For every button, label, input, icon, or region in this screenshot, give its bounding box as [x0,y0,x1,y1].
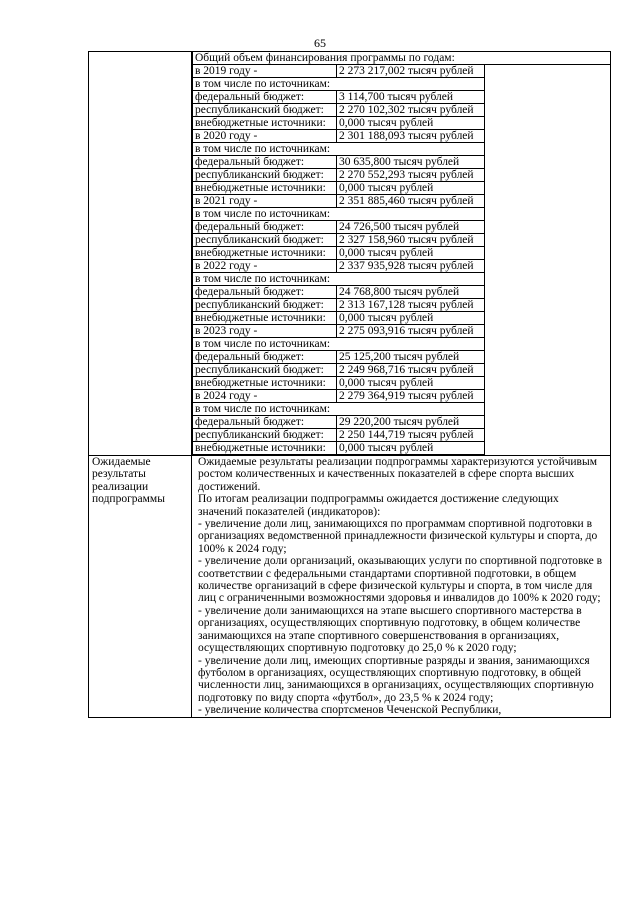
source-label: республиканский бюджет: [193,364,337,377]
source-label: внебюджетные источники: [193,117,337,130]
sources-intro-row [193,273,611,286]
source-row [193,429,611,442]
blank-cell [485,338,611,351]
sources-intro: в том числе по источникам: [193,208,485,221]
source-value: 24 726,500 тысяч рублей [337,221,485,234]
source-label: внебюджетные источники: [193,442,337,455]
source-row [193,364,611,377]
source-row [193,117,611,130]
source-row [193,312,611,325]
blank-cell [485,182,611,195]
blank-cell [485,442,611,455]
source-label: внебюджетные источники: [193,247,337,260]
blank-cell [485,208,611,221]
financing-table [192,52,610,455]
year-total-row [193,130,611,143]
source-value: 0,000 тысяч рублей [337,247,485,260]
blank-cell [485,195,611,208]
blank-cell [485,286,611,299]
results-row [89,456,611,718]
source-value: 2 313 167,128 тысяч рублей [337,299,485,312]
blank-cell [485,143,611,156]
page-number: 65 [314,36,326,50]
year-label: в 2023 году - [193,325,337,338]
blank-cell [485,351,611,364]
year-label: в 2022 году - [193,260,337,273]
source-value: 2 249 968,716 тысяч рублей [337,364,485,377]
source-row [193,377,611,390]
source-value: 2 327 158,960 тысяч рублей [337,234,485,247]
source-label: федеральный бюджет: [193,416,337,429]
year-label: в 2024 году - [193,390,337,403]
source-value: 30 635,800 тысяч рублей [337,156,485,169]
year-label: в 2021 году - [193,195,337,208]
source-label: республиканский бюджет: [193,169,337,182]
blank-cell [485,390,611,403]
financing-label-cell [89,52,192,456]
results-text [192,456,611,718]
results-paragraph: По итогам реализации подпрограммы ожидается достижение следующих значений показателей (индикаторов): [198,493,559,518]
source-value: 3 114,700 тысяч рублей [337,91,485,104]
blank-cell [485,377,611,390]
year-label: в 2020 году - [193,130,337,143]
source-value: 0,000 тысяч рублей [337,182,485,195]
sources-intro: в том числе по источникам: [193,143,485,156]
blank-cell [485,260,611,273]
sources-intro: в том числе по источникам: [193,273,485,286]
blank-cell [485,221,611,234]
blank-cell [485,91,611,104]
blank-cell [485,169,611,182]
sources-intro-row [193,143,611,156]
blank-cell [485,247,611,260]
blank-cell [485,65,611,78]
results-paragraph: Ожидаемые результаты реализации подпрограммы характеризуются устойчивым ростом количественных и качественных показателей в сфере спорта высших достижений. [198,456,597,493]
year-total-value: 2 279 364,919 тысяч рублей [337,390,485,403]
source-label: республиканский бюджет: [193,299,337,312]
source-label: федеральный бюджет: [193,351,337,364]
results-paragraph: - увеличение количества спортсменов Чеченской Республики, [198,704,502,717]
source-row [193,442,611,455]
year-total-row [193,325,611,338]
blank-cell [485,104,611,117]
source-label: республиканский бюджет: [193,234,337,247]
source-row [193,351,611,364]
year-total-row [193,65,611,78]
blank-cell [485,156,611,169]
source-label: республиканский бюджет: [193,104,337,117]
source-row [193,182,611,195]
source-row [193,299,611,312]
financing-row [89,52,611,456]
source-row [193,416,611,429]
results-paragraph: - увеличение доли лиц, занимающихся по программам спортивной подготовки в организациях ведомственной принадлежности физической культуры и спорта, до 100% к 2024 году; [198,518,598,555]
source-row [193,221,611,234]
blank-cell [485,364,611,377]
source-label: внебюджетные источники: [193,312,337,325]
sources-intro-row [193,403,611,416]
year-total-value: 2 337 935,928 тысяч рублей [337,260,485,273]
source-label: внебюджетные источники: [193,377,337,390]
results-paragraph: - увеличение доли организаций, оказывающих услуги по спортивной подготовке в соответствии с федеральными стандартами спортивной подготовки, в общем количестве организаций в сфере физической культуры и спорта, в том числе для лиц с ограниченными возможностями здоровья и инвалидов до 100% к 2020 году; [198,555,603,605]
year-total-value: 2 273 217,002 тысяч рублей [337,65,485,78]
source-row [193,234,611,247]
year-total-row [193,390,611,403]
source-row [193,247,611,260]
blank-cell [485,403,611,416]
sources-intro-row [193,208,611,221]
source-value: 24 768,800 тысяч рублей [337,286,485,299]
results-label: Ожидаемые результаты реализации подпрограммы [89,456,192,718]
sources-intro: в том числе по источникам: [193,338,485,351]
year-label: в 2019 году - [193,65,337,78]
source-row [193,104,611,117]
blank-cell [485,325,611,338]
results-paragraph: - увеличение доли лиц, имеющих спортивные разряды и звания, занимающихся футболом в организациях, осуществляющих спортивную подготовку, в общей численности лиц, занимающихся в организациях, осуществляющих спортивную подготовку по виду спорта «футбол», до 23,5 % к 2024 году; [198,654,594,704]
year-total-value: 2 301 188,093 тысяч рублей [337,130,485,143]
source-value: 29 220,200 тысяч рублей [337,416,485,429]
financing-cell [192,52,611,456]
year-total-value: 2 351 885,460 тысяч рублей [337,195,485,208]
source-label: федеральный бюджет: [193,221,337,234]
source-value: 2 270 102,302 тысяч рублей [337,104,485,117]
blank-cell [485,117,611,130]
year-total-value: 2 275 093,916 тысяч рублей [337,325,485,338]
blank-cell [485,273,611,286]
passport-table [88,51,611,718]
source-value: 0,000 тысяч рублей [337,377,485,390]
source-row [193,156,611,169]
source-row [193,91,611,104]
source-label: внебюджетные источники: [193,182,337,195]
year-total-row [193,260,611,273]
blank-cell [485,416,611,429]
year-total-row [193,195,611,208]
sources-intro: в том числе по источникам: [193,403,485,416]
blank-cell [485,312,611,325]
blank-cell [485,299,611,312]
source-row [193,169,611,182]
sources-intro-row [193,338,611,351]
source-label: федеральный бюджет: [193,286,337,299]
sources-intro: в том числе по источникам: [193,78,485,91]
source-label: федеральный бюджет: [193,156,337,169]
source-value: 25 125,200 тысяч рублей [337,351,485,364]
source-label: федеральный бюджет: [193,91,337,104]
source-value: 0,000 тысяч рублей [337,442,485,455]
source-value: 2 250 144,719 тысяч рублей [337,429,485,442]
blank-cell [485,130,611,143]
blank-cell [485,78,611,91]
source-value: 2 270 552,293 тысяч рублей [337,169,485,182]
blank-cell [485,234,611,247]
financing-heading-row [193,52,611,65]
results-paragraph: - увеличение доли занимающихся на этапе высшего спортивного мастерства в организациях, осуществляющих спортивную подготовку, в общем количестве занимающихся на этапе спортивного совершенствования в организациях, осуществляющих спортивную подготовку до 25,0 % к 2020 году; [198,604,582,655]
source-label: республиканский бюджет: [193,429,337,442]
source-value: 0,000 тысяч рублей [337,312,485,325]
source-row [193,286,611,299]
blank-cell [485,429,611,442]
financing-heading: Общий объем финансирования программы по годам: [193,52,611,65]
source-value: 0,000 тысяч рублей [337,117,485,130]
sources-intro-row [193,78,611,91]
